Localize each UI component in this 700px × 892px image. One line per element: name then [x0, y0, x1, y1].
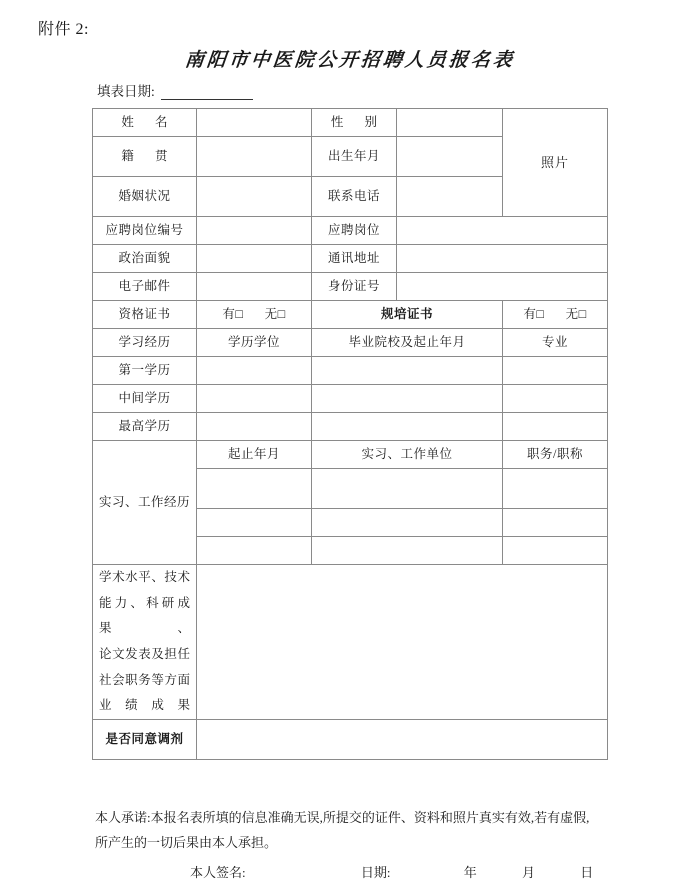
achievements-label-line-2: 能力、科研成果、 — [99, 595, 190, 636]
field-experience-unit[interactable] — [312, 537, 503, 565]
field-experience-period[interactable] — [197, 469, 312, 509]
table-row — [93, 329, 608, 357]
label-post-code: 应聘岗位编号 — [93, 217, 197, 245]
qualification-yes-checkbox[interactable]: 有□ — [222, 307, 244, 322]
field-post[interactable] — [397, 217, 608, 245]
label-highest-degree: 最高学历 — [93, 413, 197, 441]
label-middle-degree: 中间学历 — [93, 385, 197, 413]
field-birth-date[interactable] — [397, 137, 503, 177]
label-political-status: 政治面貌 — [93, 245, 197, 273]
label-post: 应聘岗位 — [312, 217, 397, 245]
field-gender[interactable] — [397, 109, 503, 137]
field-address[interactable] — [397, 245, 608, 273]
field-highest-degree-degree[interactable] — [197, 413, 312, 441]
label-address: 通讯地址 — [312, 245, 397, 273]
pledge-text — [95, 805, 610, 856]
field-experience-period[interactable] — [197, 537, 312, 565]
label-education-section: 学习经历 — [93, 329, 197, 357]
signature-row — [95, 862, 620, 881]
achievements-label-line-4: 社会职务等方面 — [99, 672, 190, 687]
photo-placeholder[interactable]: 照片 — [503, 109, 608, 217]
table-row — [93, 301, 608, 329]
page-title: 南阳市中医院公开招聘人员报名表 — [183, 49, 516, 71]
field-qualification-certificate — [197, 301, 312, 329]
field-email[interactable] — [197, 273, 312, 301]
field-political-status[interactable] — [197, 245, 312, 273]
application-form-table — [92, 108, 608, 760]
field-id-number[interactable] — [397, 273, 608, 301]
field-middle-degree-degree[interactable] — [197, 385, 312, 413]
label-id-number: 身份证号 — [312, 273, 397, 301]
achievements-label-line-1: 学术水平、技术 — [99, 570, 190, 584]
table-row — [93, 273, 608, 301]
field-highest-degree-major[interactable] — [503, 413, 608, 441]
field-marital-status[interactable] — [197, 177, 312, 217]
table-row — [93, 565, 608, 720]
field-achievements[interactable] — [197, 565, 608, 720]
pledge-line-2: 所产生的一切后果由本人承担。 — [95, 835, 278, 851]
label-first-degree: 第一学历 — [93, 357, 197, 385]
field-phone[interactable] — [397, 177, 503, 217]
fill-date-label: 填表日期: — [97, 84, 155, 99]
field-experience-position[interactable] — [503, 537, 608, 565]
field-first-degree-school[interactable] — [312, 357, 503, 385]
label-phone: 联系电话 — [312, 177, 397, 217]
label-transfer-agreement: 是否同意调剂 — [93, 719, 197, 759]
table-row — [93, 217, 608, 245]
label-name: 姓 名 — [93, 109, 197, 137]
field-middle-degree-major[interactable] — [503, 385, 608, 413]
table-row — [93, 441, 608, 469]
qualification-no-checkbox[interactable]: 无□ — [264, 307, 286, 322]
column-header-major: 专业 — [503, 329, 608, 357]
field-first-degree-major[interactable] — [503, 357, 608, 385]
month-unit-label: 月 — [522, 865, 536, 880]
column-header-position: 职务/职称 — [503, 441, 608, 469]
fill-date-line — [97, 80, 253, 100]
column-header-school: 毕业院校及起止年月 — [312, 329, 503, 357]
label-birth-date: 出生年月 — [312, 137, 397, 177]
field-experience-period[interactable] — [197, 509, 312, 537]
label-marital-status: 婚姻状况 — [93, 177, 197, 217]
column-header-period: 起止年月 — [197, 441, 312, 469]
table-row — [93, 719, 608, 759]
table-row — [93, 245, 608, 273]
attachment-label: 附件 2: — [38, 21, 89, 38]
column-header-degree: 学历学位 — [197, 329, 312, 357]
year-unit-label: 年 — [463, 865, 477, 880]
field-transfer-agreement[interactable] — [197, 719, 608, 759]
field-experience-position[interactable] — [503, 469, 608, 509]
field-experience-position[interactable] — [503, 509, 608, 537]
field-native-place[interactable] — [197, 137, 312, 177]
label-email: 电子邮件 — [93, 273, 197, 301]
pledge-line-1: 本人承诺:本报名表所填的信息准确无误,所提交的证件、资料和照片真实有效,若有虚假, — [95, 810, 590, 825]
signature-label: 本人签名: — [190, 865, 246, 880]
day-unit-label: 日 — [580, 865, 594, 880]
label-training-certificate: 规培证书 — [312, 301, 503, 329]
field-training-certificate — [503, 301, 608, 329]
field-middle-degree-school[interactable] — [312, 385, 503, 413]
table-row — [93, 357, 608, 385]
table-row — [93, 385, 608, 413]
label-achievements — [93, 565, 197, 720]
table-row — [93, 109, 608, 137]
achievements-label-line-3: 论文发表及担任 — [99, 646, 190, 661]
training-no-checkbox[interactable]: 无□ — [565, 307, 587, 322]
field-experience-unit[interactable] — [312, 469, 503, 509]
label-native-place: 籍 贯 — [93, 137, 197, 177]
fill-date-input[interactable] — [161, 88, 253, 100]
field-experience-unit[interactable] — [312, 509, 503, 537]
qualification-options — [222, 306, 285, 323]
label-gender: 性 别 — [312, 109, 397, 137]
training-yes-checkbox[interactable]: 有□ — [523, 307, 545, 322]
column-header-unit: 实习、工作单位 — [312, 441, 503, 469]
label-qualification-certificate: 资格证书 — [93, 301, 197, 329]
table-row — [93, 413, 608, 441]
field-name[interactable] — [197, 109, 312, 137]
date-label: 日期: — [360, 865, 391, 880]
training-options — [523, 306, 586, 323]
label-experience-section: 实习、工作经历 — [93, 441, 197, 565]
field-highest-degree-school[interactable] — [312, 413, 503, 441]
field-post-code[interactable] — [197, 217, 312, 245]
achievements-label-line-5: 业绩成果 — [99, 698, 190, 713]
field-first-degree-degree[interactable] — [197, 357, 312, 385]
